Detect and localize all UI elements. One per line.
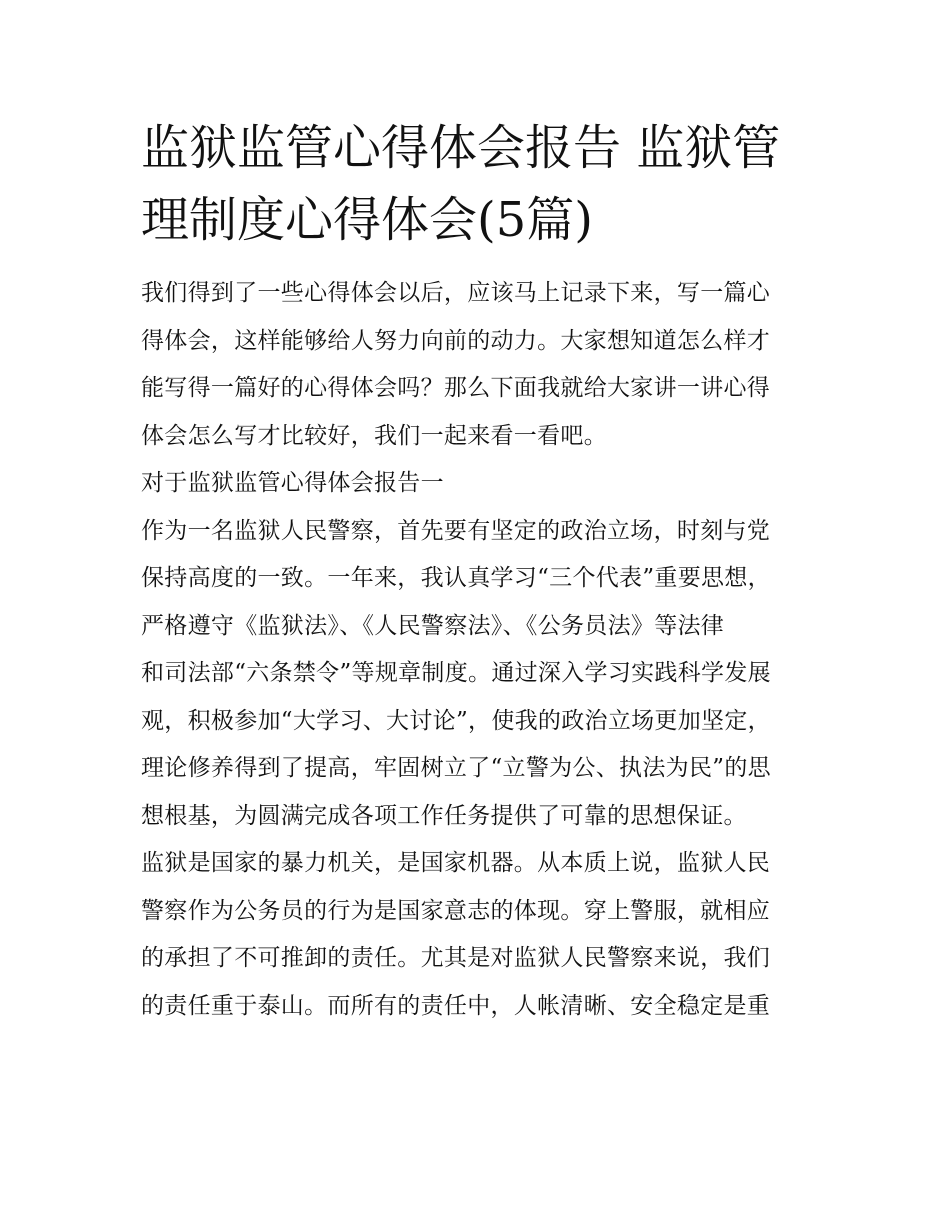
body-line: 观，积极参加“大学习、大讨论”，使我的政治立场更加坚定， — [141, 707, 771, 734]
body-line: 保持高度的一致。一年来，我认真学习“三个代表”重要思想， — [141, 565, 771, 591]
document-title — [141, 112, 813, 256]
document-body — [141, 270, 813, 1030]
body-line: 的承担了不可推卸的责任。尤其是对监狱人民警察来说，我们 — [141, 945, 771, 971]
document-content — [141, 112, 813, 1030]
body-line: 和司法部“六条禁令”等规章制度。通过深入学习实践科学发展 — [141, 660, 771, 686]
section-heading: 对于监狱监管心得体会报告一 — [141, 470, 444, 496]
body-line: 的责任重于泰山。而所有的责任中，人帐清晰、安全稳定是重 — [141, 992, 771, 1019]
body-line: 得体会，这样能够给人努力向前的动力。大家想知道怎么样才 — [141, 327, 771, 354]
body-line: 能写得一篇好的心得体会吗？那么下面我就给大家讲一讲心得 — [141, 375, 771, 401]
body-line: 理论修养得到了提高，牢固树立了“立警为公、执法为民”的思 — [141, 755, 771, 781]
body-line: 严格遵守《监狱法》、《人民警察法》、《公务员法》等法律 — [141, 612, 725, 639]
body-line: 体会怎么写才比较好，我们一起来看一看吧。 — [141, 422, 607, 449]
title-line: 理制度心得体会(5篇) — [141, 192, 593, 248]
body-line: 想根基，为圆满完成各项工作任务提供了可靠的思想保证。 — [141, 802, 747, 829]
body-line: 监狱是国家的暴力机关，是国家机器。从本质上说，监狱人民 — [141, 850, 771, 876]
body-line: 警察作为公务员的行为是国家意志的体现。穿上警服，就相应 — [141, 897, 771, 924]
body-line: 作为一名监狱人民警察，首先要有坚定的政治立场，时刻与党 — [141, 517, 771, 544]
title-line: 监狱监管心得体会报告 监狱管 — [141, 120, 781, 176]
body-line: 我们得到了一些心得体会以后，应该马上记录下来，写一篇心 — [141, 280, 771, 306]
